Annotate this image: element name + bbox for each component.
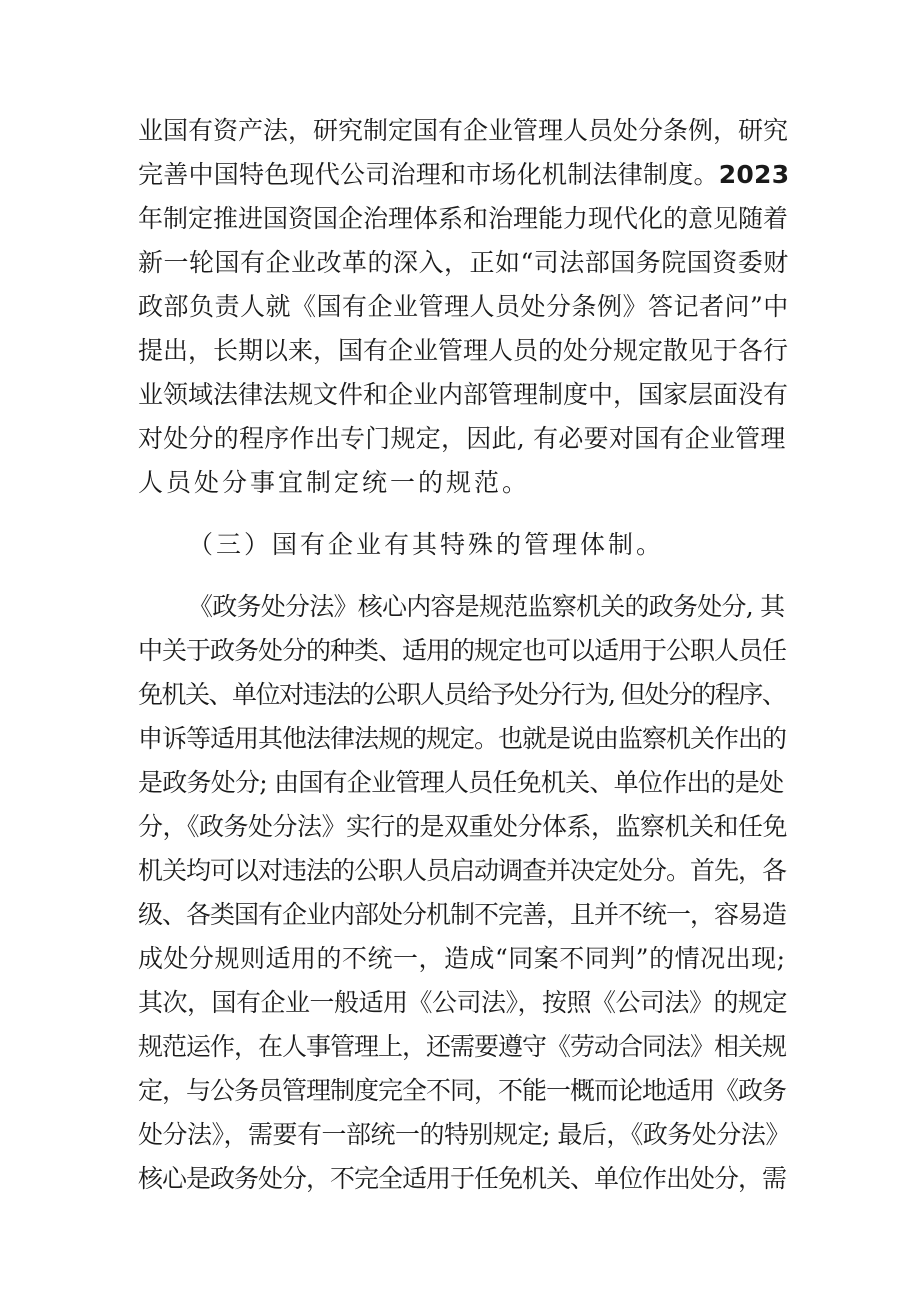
- paragraph-2-line-11: 规范运作，在人事管理上，还需要遵守《劳动合同法》相关规: [138, 1032, 787, 1061]
- paragraph-1-line-3: 年制定推进国资国企治理体系和治理能力现代化的意见随着: [138, 204, 789, 233]
- paragraph-2-line-14: 核心是政务处分，不完全适用于任免机关、单位作出处分，需: [138, 1164, 787, 1193]
- paragraph-2-line-2: 中关于政务处分的种类、适用的规定也可以适用于公职人员任: [138, 636, 787, 665]
- paragraph-2-line-5: 是政务处分; 由国有企业管理人员任免机关、单位作出的是处: [138, 768, 784, 797]
- paragraph-1-line-9: 人员处分事宜制定统一的规范。: [138, 468, 531, 497]
- paragraph-2-line-9: 成处分规则适用的不统一，造成“同案不同判”的情况出现;: [138, 944, 786, 973]
- paragraph-2-line-6: 分，《政务处分法》实行的是双重处分体系，监察机关和任免: [138, 812, 788, 841]
- paragraph-1-line-2: [138, 158, 789, 192]
- paragraph-1-line-5: 政部负责人就《国有企业管理人员处分条例》答记者问”中: [138, 292, 789, 321]
- paragraph-2-line-8: 级、各类国有企业内部处分机制不完善，且并不统一，容易造: [138, 900, 787, 929]
- paragraph-1-line-6: 提出，长期以来，国有企业管理人员的处分规定散见于各行: [138, 336, 789, 365]
- paragraph-1-line-4: 新一轮国有企业改革的深入，正如“司法部国务院国资委财: [138, 248, 789, 277]
- paragraph-2-line-1: 《政务处分法》核心内容是规范监察机关的政务处分, 其: [188, 592, 785, 621]
- paragraph-1-line-1: 业国有资产法，研究制定国有企业管理人员处分条例，研究: [138, 116, 789, 145]
- paragraph-2-line-10: 其次，国有企业一般适用《公司法》，按照《公司法》的规定: [138, 988, 788, 1017]
- section-heading: （三）国有企业有其特殊的管理体制。: [188, 530, 665, 559]
- paragraph-1-line-8: 对处分的程序作出专门规定，因此, 有必要对国有企业管理: [138, 424, 786, 453]
- paragraph-2-line-3: 免机关、单位对违法的公职人员给予处分行为, 但处分的程序、: [138, 680, 786, 709]
- paragraph-2-line-7: 机关均可以对违法的公职人员启动调查并决定处分。首先，各: [138, 856, 787, 885]
- paragraph-1-line-2-text: 完善中国特色现代公司治理和市场化机制法律制度。: [138, 160, 719, 189]
- paragraph-2-line-13: 处分法》，需要有一部统一的特别规定; 最后，《政务处分法》: [138, 1120, 790, 1149]
- paragraph-2-line-4: 申诉等适用其他法律法规的规定。也就是说由监察机关作出的: [138, 724, 787, 753]
- paragraph-2-line-12: 定，与公务员管理制度完全不同，不能一概而论地适用《政务: [138, 1076, 787, 1105]
- paragraph-1-line-7: 业领域法律法规文件和企业内部管理制度中，国家层面没有: [138, 380, 789, 409]
- paragraph-1-year: 2023: [718, 160, 790, 189]
